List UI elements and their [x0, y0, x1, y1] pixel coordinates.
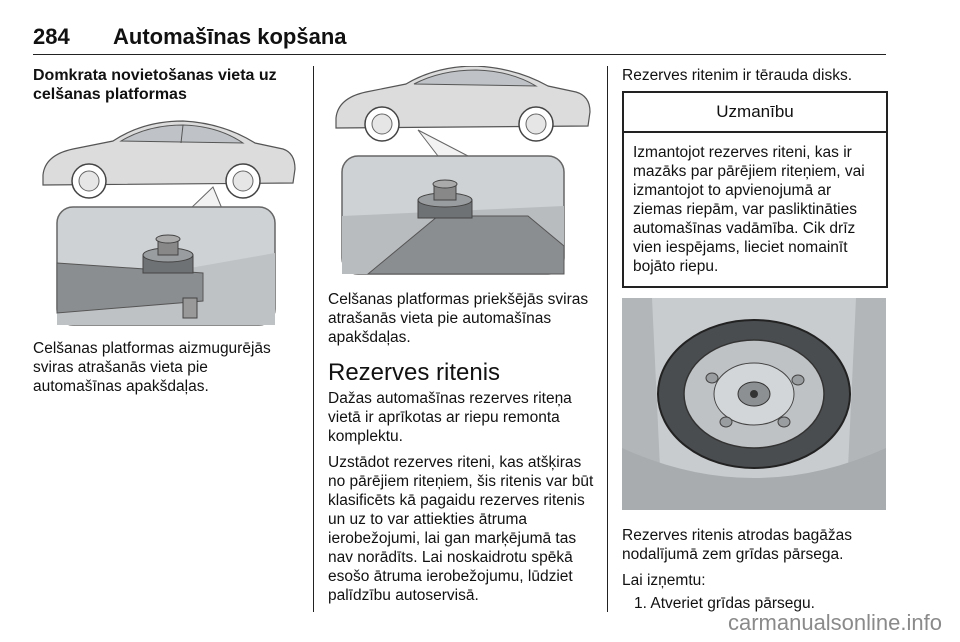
- spare-wheel-illustration: [622, 298, 886, 510]
- rear-jack-caption: Celšanas platformas aizmugurējās sviras atrašanās vieta pie automašīnas apakšdaļas.: [33, 340, 271, 395]
- column-3: [622, 66, 886, 613]
- column-divider-2: [607, 66, 608, 612]
- front-jack-point-illustration: [328, 66, 594, 276]
- column-divider-1: [313, 66, 314, 612]
- spare-wheel-para-1: Dažas automašīnas rezerves riteņa vietā ir aprīkotas ar riepu remonta komplektu.: [328, 390, 572, 445]
- remove-label: Lai izņemtu:: [622, 572, 706, 589]
- spare-wheel-para-2: Uzstādot rezerves riteni, kas atšķiras no pārējiem riteņiem, šis ritenis var būt klasificēts kā pagaidu rezerves ritenis un uz to var attiekties ātruma ierobežojumi, lai gan marķējumā tas nav norādīts. Lai noskaidrotu spēkā esošo ātruma ierobežojumu, lūdziet palīdzību autoservisā.: [328, 454, 594, 604]
- watermark: carmanualsonline.info: [727, 610, 942, 635]
- warning-box: [622, 91, 888, 288]
- page-number: 284: [33, 24, 70, 49]
- section-title: Automašīnas kopšana: [113, 24, 347, 49]
- warning-title: Uzmanību: [624, 93, 886, 133]
- column-2: [328, 66, 594, 605]
- header-rule: [33, 54, 886, 55]
- column-1: [33, 66, 299, 396]
- warning-text: Izmantojot rezerves riteni, kas ir mazāks par pārējiem riteņiem, vai izmantojot to apvienojumā ar ziemas riepām, var pasliktināties automašīnas vadāmība. Cik drīz vien iespējams, lieciet nomainīt bojāto riepu.: [633, 144, 865, 275]
- spare-location-caption: Rezerves ritenis atrodas bagāžas nodalījumā zem grīdas pārsega.: [622, 527, 853, 563]
- rear-jack-point-illustration: [33, 113, 299, 327]
- spare-wheel-heading: Rezerves ritenis: [328, 359, 501, 386]
- page-header: [33, 24, 886, 52]
- step-1: 1. Atveriet grīdas pārsegu.: [634, 595, 815, 612]
- jack-position-heading: Domkrata novietošanas vieta uz celšanas platformas: [33, 67, 277, 103]
- front-jack-caption: Celšanas platformas priekšējās sviras atrašanās vieta pie automašīnas apakšdaļas.: [328, 291, 589, 346]
- steel-rim-note: Rezerves ritenim ir tērauda disks.: [622, 67, 852, 84]
